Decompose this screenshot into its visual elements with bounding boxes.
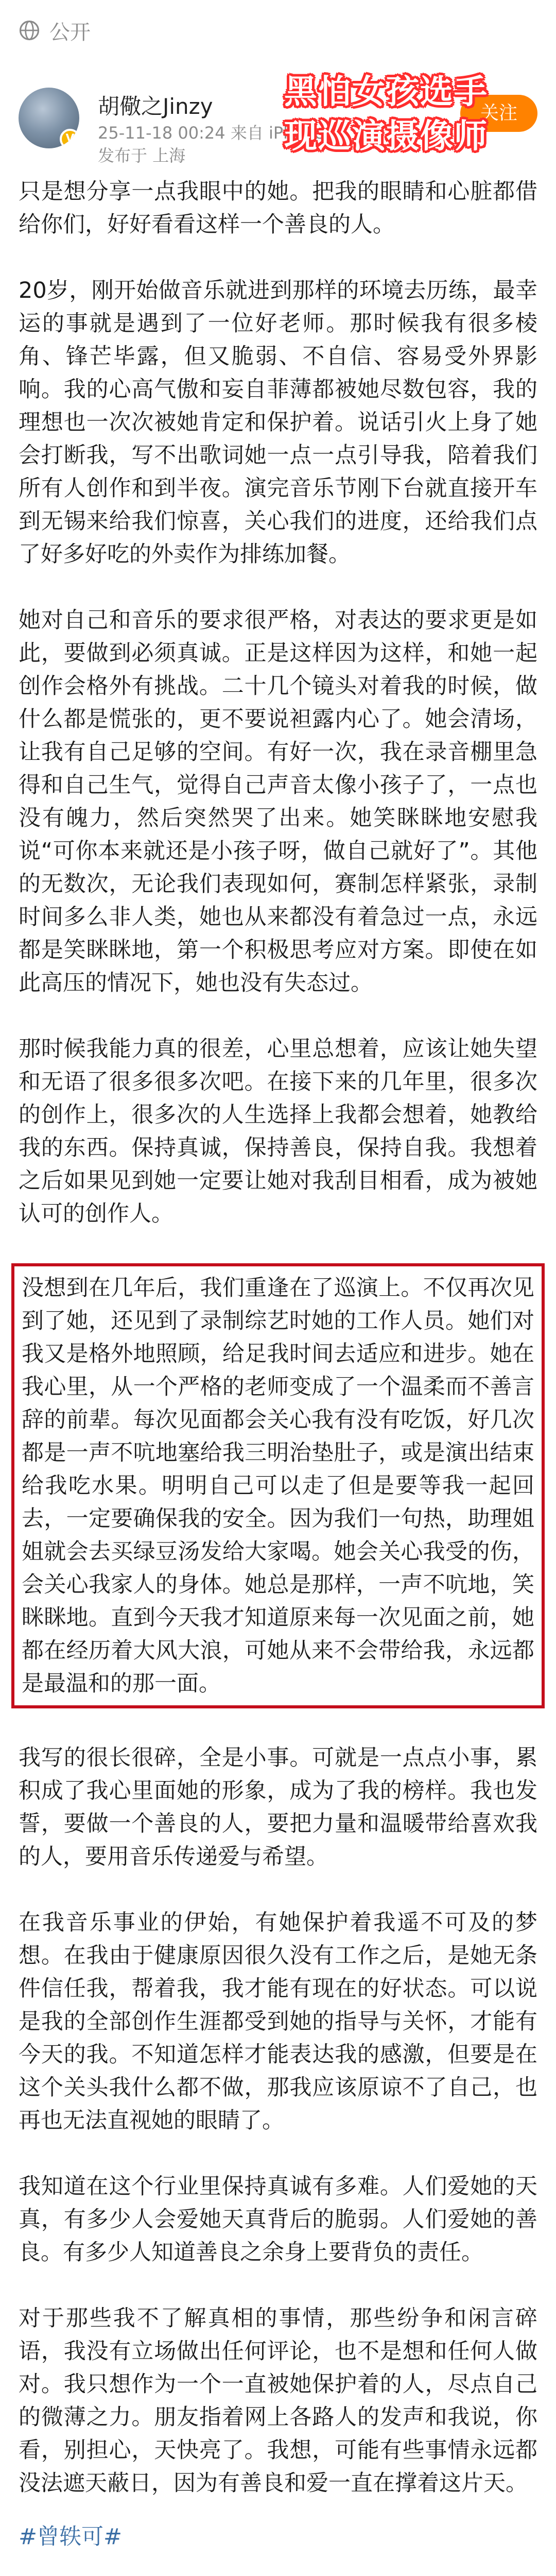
highlighted-paragraph-box (11, 1263, 545, 1708)
author-name[interactable]: 胡儆之Jinzy (98, 94, 213, 119)
overlay-caption-line1: 黑怕女孩选手 (284, 73, 488, 111)
post-timestamp: 25-11-18 00:24 来自 iPhone (98, 123, 325, 143)
post-paragraph: 我写的很长很碎，全是小事。可就是一点点小事，累积成了我心里面她的形象，成为了我的榜样。我也发誓，要做一个善良的人，要把力量和温暖带给喜欢我的人，要用音乐传递爱与希望。 (19, 1745, 537, 1870)
follow-button[interactable]: 关注 (460, 95, 537, 132)
post-paragraph: 对于那些我不了解真相的事情，那些纷争和闲言碎语，我没有立场做出任何评论，也不是想和任何人做对。我只想作为一个一直被她保护着的人，尽点自己的微薄之力。朋友指着网上各路人的发声和我说，你看，别担心，天快亮了。我想，可能有些事情永远都没法遮天蔽日，因为有善良和爱一直在撑着这片天。 (19, 2306, 537, 2496)
visibility-bar[interactable] (0, 0, 556, 61)
post-paragraph: 她对自己和音乐的要求很严格，对表达的要求更是如此，要做到必须真诚。正是这样因为这样，和她一起创作会格外有挑战。二十几个镜头对着我的时候，做什么都是慌张的，更不要说袒露内心了。她会清场，让我有自己足够的空间。有好一次，我在录音棚里急得和自己生气，觉得自己声音太像小孩子了，一点也没有魄力，然后突然哭了出来。她笑眯眯地安慰我说“可你本来就还是小孩子呀，做自己就好了”。其他的无数次，无论我们表现如何，赛制怎样紧张，录制时间多么非人类，她也从来都没有着急过一点，永远都是笑眯眯地，第一个积极思考应对方案。即使在如此高压的情况下，她也没有失态过。 (19, 607, 537, 996)
post-paragraph: 那时候我能力真的很差，心里总想着，应该让她失望和无语了很多很多次吧。在接下来的几年里，很多次的创作上，很多次的人生选择上我都会想着，她教给我的东西。保持真诚，保持善良，保持自我。我想着之后如果见到她一定要让她对我刮目相看，成为被她认可的创作人。 (19, 1036, 537, 1227)
post-paragraph: 只是想分享一点我眼中的她。把我的眼睛和心脏都借给你们，好好看看这样一个善良的人。 (19, 179, 537, 238)
globe-icon (19, 20, 40, 41)
overlay-caption (242, 70, 530, 159)
post-paragraph: 我知道在这个行业里保持真诚有多难。人们爱她的天真，有多少人会爱她天真背后的脆弱。人们爱她的善良。有多少人知道善良之余身上要背负的责任。 (19, 2174, 537, 2265)
post-location: 发布于 上海 (98, 146, 186, 165)
post-body (19, 175, 537, 2553)
highlighted-paragraph: 没想到在几年后，我们重逢在了巡演上。不仅再次见到了她，还见到了录制综艺时她的工作人员。她们对我又是格外地照顾，给足我时间去适应和进步。她在我心里，从一个严格的老师变成了一个温柔而不善言辞的前辈。每次见面都会关心我有没有吃饭，好几次都是一声不吭地塞给我三明治垫肚子，或是演出结束给我吃水果。明明自己可以走了但是要等我一起回去，一定要确保我的安全。因为我们一句热，助理姐姐就会去买绿豆汤发给大家喝。她会关心我受的伤，会关心我家人的身体。她总是那样，一声不吭地，笑眯眯地。直到今天我才知道原来每一次见面之前，她都在经历着大风大浪，可她从来不会带给我，永远都是最温和的那一面。 (22, 1275, 534, 1697)
overlay-caption-line2: 现巡演摄像师 (284, 117, 488, 156)
hashtag-link[interactable]: #曾轶可# (19, 2524, 123, 2550)
post-paragraph: 在我音乐事业的伊始，有她保护着我遥不可及的梦想。在我由于健康原因很久没有工作之后，是她无条件信任我，帮着我，我才能有现在的好状态。可以说是我的全部创作生涯都受到她的指导与关怀，才能有今天的我。不知道怎样才能表达我的感激，但要是在这个关头我什么都不做，那我应该原谅不了自己，也再也无法直视她的眼睛了。 (19, 1910, 537, 2133)
post-paragraph: 20岁，刚开始做音乐就进到那样的环境去历练，最幸运的事就是遇到了一位好老师。那时候我有很多棱角、锋芒毕露，但又脆弱、不自信、容易受外界影响。我的心高气傲和妄自菲薄都被她尽数包容，我的理想也一次次被她肯定和保护着。说话引火上身了她会打断我，写不出歌词她一点一点引导我，陪着我们所有人创作和到半夜。演完音乐节刚下台就直接开车到无锡来给我们惊喜，关心我们的进度，还给我们点了好多好吃的外卖作为排练加餐。 (19, 278, 537, 567)
verified-badge-icon: V (60, 129, 79, 148)
visibility-label: 公开 (49, 20, 91, 44)
avatar[interactable] (19, 88, 79, 148)
